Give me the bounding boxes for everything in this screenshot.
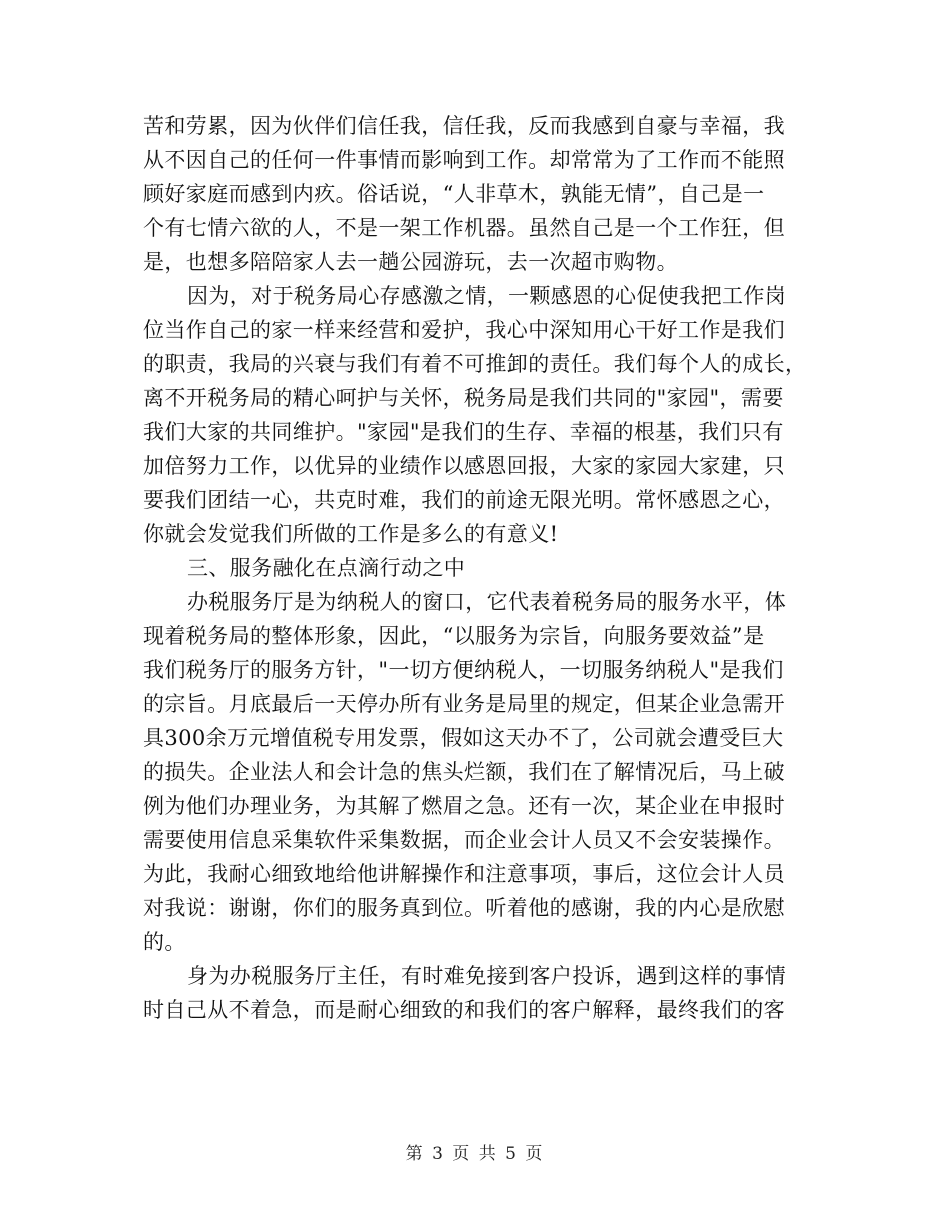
page-footer: 第 3 页 共 5 页 (405, 1144, 545, 1164)
text-line: 要我们团结一心，共克时难，我们的前途无限光明。常怀感恩之心， (143, 488, 785, 512)
text-line: 为此，我耐心细致地给他讲解操作和注意事项，事后，这位会计人员 (143, 862, 785, 886)
text-line: 加倍努力工作，以优异的业绩作以感恩回报，大家的家园大家建，只 (143, 454, 785, 478)
text-line: 例为他们办理业务，为其解了燃眉之急。还有一次，某企业在申报时 (143, 794, 785, 818)
text-line: 是，也想多陪陪家人去一趟公园游玩，去一次超市购物。 (143, 250, 678, 274)
text-line: 对我说：谢谢，你们的服务真到位。听着他的感谢，我的内心是欣慰 (143, 896, 785, 920)
text-line: 三、服务融化在点滴行动之中 (187, 556, 466, 580)
text-line: 身为办税服务厅主任，有时难免接到客户投诉，遇到这样的事情 (187, 964, 787, 988)
text-line: 我们大家的共同维护。"家园"是我们的生存、幸福的根基，我们只有 (143, 420, 784, 444)
text-line: 现着税务局的整体形象，因此，“以服务为宗旨，向服务要效益”是 (143, 624, 765, 648)
text-line: 具300余万元增值税专用发票，假如这天办不了，公司就会遭受巨大 (143, 726, 784, 750)
text-line: 顾好家庭而感到内疚。俗话说，“人非草木，孰能无情”，自己是一 (143, 182, 765, 206)
text-line: 时自己从不着急，而是耐心细致的和我们的客户解释，最终我们的客 (143, 998, 785, 1022)
text-line: 你就会发觉我们所做的工作是多么的有意义! (143, 522, 559, 546)
text-line: 位当作自己的家一样来经营和爱护，我心中深知用心干好工作是我们 (143, 318, 785, 342)
text-line: 因为，对于税务局心存感激之情，一颗感恩的心促使我把工作岗 (187, 284, 787, 308)
text-line: 苦和劳累，因为伙伴们信任我，信任我，反而我感到自豪与幸福，我 (143, 114, 785, 138)
document-body (143, 109, 808, 1027)
text-line: 的损失。企业法人和会计急的焦头烂额，我们在了解情况后，马上破 (143, 760, 785, 784)
text-line: 我们税务厅的服务方针，"一切方便纳税人，一切服务纳税人"是我们 (143, 658, 784, 682)
text-line: 离不开税务局的精心呵护与关怀，税务局是我们共同的"家园"，需要 (143, 386, 784, 410)
text-line: 需要使用信息采集软件采集数据，而企业会计人员又不会安装操作。 (143, 828, 785, 852)
text-line: 办税服务厅是为纳税人的窗口，它代表着税务局的服务水平，体 (187, 590, 787, 614)
text-line: 从不因自己的任何一件事情而影响到工作。却常常为了工作而不能照 (143, 148, 785, 172)
text-line: 的宗旨。月底最后一天停办所有业务是局里的规定，但某企业急需开 (143, 692, 785, 716)
text-line: 的职责，我局的兴衰与我们有着不可推卸的责任。我们每个人的成长， (143, 352, 807, 376)
text-line: 的。 (143, 930, 186, 954)
text-line: 个有七情六欲的人，不是一架工作机器。虽然自己是一个工作狂，但 (143, 216, 785, 240)
